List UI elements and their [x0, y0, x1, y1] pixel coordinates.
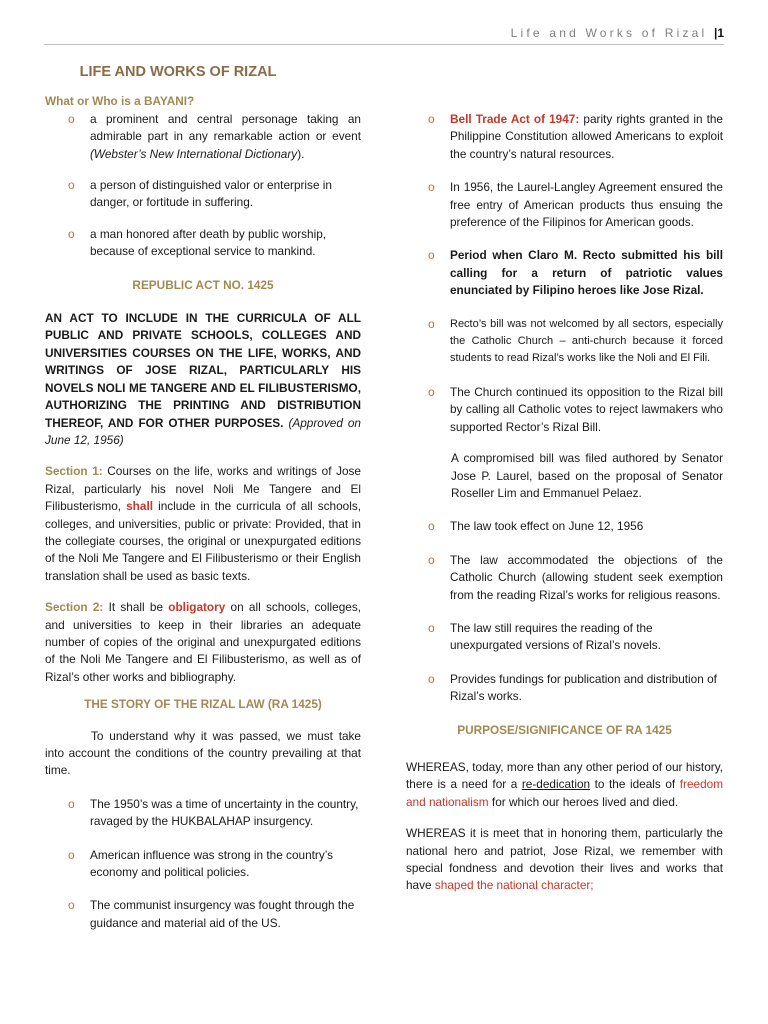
header-separator: |	[713, 26, 718, 40]
bayani-def-1-source: (Webster’s New International Dictionary	[90, 146, 298, 161]
left-column	[45, 60, 361, 946]
story-point-1: The 1950’s was a time of uncertainty in the country, ravaged by the HUKBALAHAP insurgency.	[90, 796, 359, 829]
list-item	[406, 620, 723, 655]
list-item	[406, 552, 723, 604]
laurel-langley-text: In 1956, the Laurel-Langley Agreement ensured the free entry of American products thus ensuing the preference of the Filipinos for American goods.	[450, 180, 723, 230]
freedom-nationalism-term: freedom and nationalism	[406, 777, 724, 809]
bullet-circle-icon: o	[68, 178, 75, 193]
bayani-def-3: a man honored after death by public worship, because of exceptional service to mankind.	[90, 226, 327, 259]
bayani-def-1: a prominent and central personage taking an admirable part in any remarkable action or event	[90, 111, 361, 144]
bullet-circle-icon: o	[68, 226, 75, 241]
act-title: AN ACT TO INCLUDE IN THE CURRICULA OF ALL PUBLIC AND PRIVATE SCHOOLS, COLLEGES AND UNIVERSITIES COURSES ON THE LIFE, WORKS, AND WRITINGS OF JOSE RIZAL, PARTICULARLY HIS NOVELS NOLI ME TANGERE AND EL FILIBUSTERISMO, AUTHORIZING THE PRINTING AND DISTRIBUTION THEREOF, AND FOR OTHER PURPOSES.	[45, 311, 361, 430]
compromise-paragraph: A compromised bill was filed authored by Senator Jose P. Laurel, based on the proposal of Senator Roseller Lim and Emmanuel Pelaez.	[451, 451, 723, 500]
running-header	[44, 26, 724, 44]
section-1-paragraph: Section 1: Courses on the life, works and writings of Jose Rizal, particularly his novel Noli Me Tangere and El Filibusterismo, shall include in the curricula of all schools, colleges, and universities, public or private: Provided, that in the collegiate courses, the original or unexpurgated editions of the Noli Me Tangere and El Filibusterismo or their English translation shall be used as basic texts.	[45, 464, 361, 583]
list-item	[45, 847, 361, 882]
list-item	[406, 316, 723, 368]
story-heading: THE STORY OF THE RIZAL LAW (RA 1425)	[84, 697, 322, 712]
bullet-circle-icon: o	[428, 180, 435, 195]
bullet-circle-icon: o	[428, 620, 435, 635]
bullet-circle-icon: o	[428, 316, 435, 331]
bayani-def-2: a person of distinguished valor or enterprise in danger, or fortitude in suffering.	[90, 178, 332, 210]
list-item	[45, 897, 361, 932]
bell-trade-text: parity rights granted in the Philippine Constitution allowed Americans to exploit the country’s natural resources.	[450, 112, 723, 161]
bullet-circle-icon: o	[428, 552, 435, 567]
bell-trade-label: Bell Trade Act of 1947:	[450, 112, 580, 126]
section-2-keyword: obligatory	[168, 600, 226, 615]
list-item	[45, 226, 361, 261]
recto-period-text: Period when Claro M. Recto submitted his bill calling for a return of patriotic values enunciated by Filipino heroes like Jose Rizal.	[450, 248, 723, 298]
section-1-keyword: shall	[126, 499, 154, 514]
list-item	[45, 796, 361, 831]
whereas-2: WHEREAS it is meet that in honoring them, particularly the national hero and patriot, Jose Rizal, we remember with special fondness and devotion their lives and works that have shaped the national character;	[406, 826, 723, 893]
law-point-3: The law still requires the reading of the unexpurgated versions of Rizal’s novels.	[450, 620, 661, 653]
bullet-circle-icon: o	[428, 519, 435, 534]
section-2-label: Section 2:	[45, 600, 104, 615]
purpose-heading: PURPOSE/SIGNIFICANCE OF RA 1425	[457, 722, 672, 737]
right-column	[406, 111, 723, 909]
list-item	[406, 384, 723, 436]
story-point-2: American influence was strong in the country’s economy and political policies.	[90, 847, 334, 880]
law-point-2: The law accommodated the objections of the Catholic Church (allowing student seek exemption from the reading Rizal’s works for religious reasons.	[450, 552, 723, 602]
law-point-1: The law took effect on June 12, 1956	[450, 519, 644, 534]
section-2-paragraph: Section 2: It shall be obligatory on all schools, colleges, and universities to keep in their libraries an adequate number of copies of the original and unexpurgated editions of the Noli Me Tangere and El Filibusterismo, as well as of Rizal’s other works and bibliography.	[45, 600, 362, 684]
section-1-label: Section 1:	[45, 464, 103, 479]
recto-opposed-text: Recto’s bill was not welcomed by all sectors, especially the Catholic Church – anti-church because it forced students to read Rizal’s works like the Noli and El Fili.	[450, 317, 723, 365]
act-approved: (Approved on June 12, 1956)	[45, 415, 361, 447]
list-item	[406, 671, 723, 706]
running-title: Life and Works of Rizal	[510, 26, 708, 40]
bayani-question: What or Who is a BAYANI?	[45, 94, 195, 109]
rededication-term: re-dedication	[521, 777, 591, 792]
header-rule	[44, 44, 724, 45]
bullet-circle-icon: o	[428, 384, 435, 399]
national-character-term: shaped the national character;	[434, 878, 594, 893]
page-number: 1	[717, 26, 724, 40]
list-item	[406, 247, 723, 299]
story-point-3: The communist insurgency was fought through the guidance and material aid of the US.	[90, 898, 355, 930]
list-item	[406, 518, 723, 535]
bullet-circle-icon: o	[428, 112, 435, 126]
bullet-circle-icon: o	[428, 671, 435, 686]
list-item	[406, 179, 723, 231]
story-intro: To understand why it was passed, we must take into account the conditions of the country prevailing at that time.	[45, 728, 361, 778]
act-title-paragraph	[45, 310, 361, 449]
church-opposition-text: The Church continued its opposition to the Rizal bill by calling all Catholic votes to reject lawmakers who supported Rector’s Rizal Bill.	[450, 384, 723, 434]
bullet-circle-icon: o	[68, 796, 75, 811]
list-item: o a prominent and central personage taking an admirable part in any remarkable action or event (Webster’s New International Dictionary).	[45, 111, 361, 163]
whereas-1: WHEREAS, today, more than any other period of our history, there is a need for a re-dedication to the ideals of freedom and nationalism for which our heroes lived and died.	[406, 759, 724, 809]
list-item	[45, 177, 361, 212]
ra-heading: REPUBLIC ACT NO. 1425	[132, 277, 274, 292]
bullet-circle-icon: o	[428, 248, 435, 263]
document-title: LIFE AND WORKS OF RIZAL	[79, 64, 277, 80]
bullet-circle-icon: o	[68, 111, 75, 126]
bullet-circle-icon: o	[68, 898, 75, 913]
bullet-circle-icon: o	[68, 847, 75, 862]
law-point-4: Provides fundings for publication and distribution of Rizal’s works.	[450, 671, 717, 704]
list-item	[406, 111, 723, 163]
